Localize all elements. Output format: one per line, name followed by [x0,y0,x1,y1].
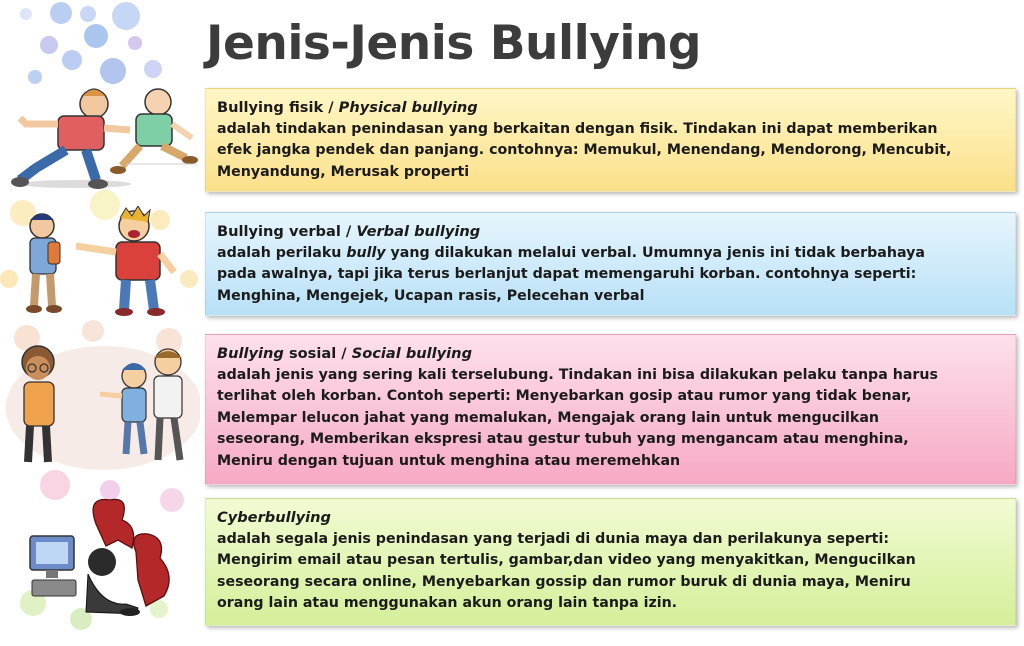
heading-label: Bullying fisik / [217,99,339,116]
social-bullying-card [205,334,1016,485]
card-heading [217,507,1005,529]
line-part: yang dilakukan melalui verbal. Umumnya jenis ini tidak berbahaya [385,244,925,261]
heading-english-label: Verbal bullying [356,223,481,240]
heading-label: Bullying verbal / [217,223,357,240]
card-heading [217,97,1005,119]
description-line: terlihat oleh korban. Contoh seperti: Menyebarkan gosip atau rumor yang tidak benar, [217,388,912,404]
description-line: Menyandung, Merusak properti [217,163,470,180]
card-description [217,243,1005,308]
verbal-bullying-illustration [20,206,190,318]
line-part: adalah perilaku [217,244,347,261]
description-line: adalah jenis yang sering kali terselubung. Tindakan ini bisa dilakukan pelaku tanpa harus [217,366,938,383]
description-line: pada awalnya, tapi jika terus berlanjut dapat memengaruhi korban. contohnya seperti: [217,266,917,282]
card-description [217,119,1005,184]
verbal-bullying-card [205,212,1016,316]
physical-bullying-card [205,88,1016,192]
card-heading [217,221,1005,243]
card-description [217,529,1005,615]
cyberbullying-illustration [26,496,186,616]
description-line: efek jangka pendek dan panjang. contohnya: Memukul, Menendang, Mendorong, Mencubit, [217,142,952,158]
physical-bullying-illustration [6,84,202,194]
heading-italic-label: Bullying [217,345,284,362]
cyberbullying-card [205,498,1016,626]
description-line: orang lain atau menggunakan akun orang lain tanpa izin. [217,595,678,611]
description-line [217,243,1005,265]
description-line: Mengirim email atau pesan tertulis, gambar,dan video yang menyakitkan, Mengucilkan [217,552,916,568]
card-heading [217,343,1005,365]
heading-english-label: Physical bullying [338,99,478,116]
description-line: Melempar lelucon jahat yang memalukan, Mengajak orang lain untuk mengucilkan [217,409,880,426]
description-line: adalah tindakan penindasan yang berkaitan dengan fisik. Tindakan ini dapat memberikan [217,120,938,137]
heading-label: sosial / [283,345,352,362]
page-title: Jenis-Jenis Bullying [206,16,702,71]
description-line: adalah segala jenis penindasan yang terjadi di dunia maya dan perilakunya seperti: [217,530,890,547]
description-line: seseorang secara online, Menyebarkan gossip dan rumor buruk di dunia maya, Meniru [217,573,911,590]
card-description [217,365,1005,473]
description-line: Meniru dengan tujuan untuk menghina atau meremehkan [217,452,681,469]
line-italic-part: bully [346,244,386,261]
description-line: seseorang, Memberikan ekspresi atau gestur tubuh yang mengancam atau menghina, [217,431,909,447]
description-line: Menghina, Mengejek, Ucapan rasis, Pelecehan verbal [217,287,645,304]
heading-italic-label: Cyberbullying [217,509,331,526]
heading-english-label: Social bullying [351,345,473,362]
social-bullying-illustration [4,336,200,472]
